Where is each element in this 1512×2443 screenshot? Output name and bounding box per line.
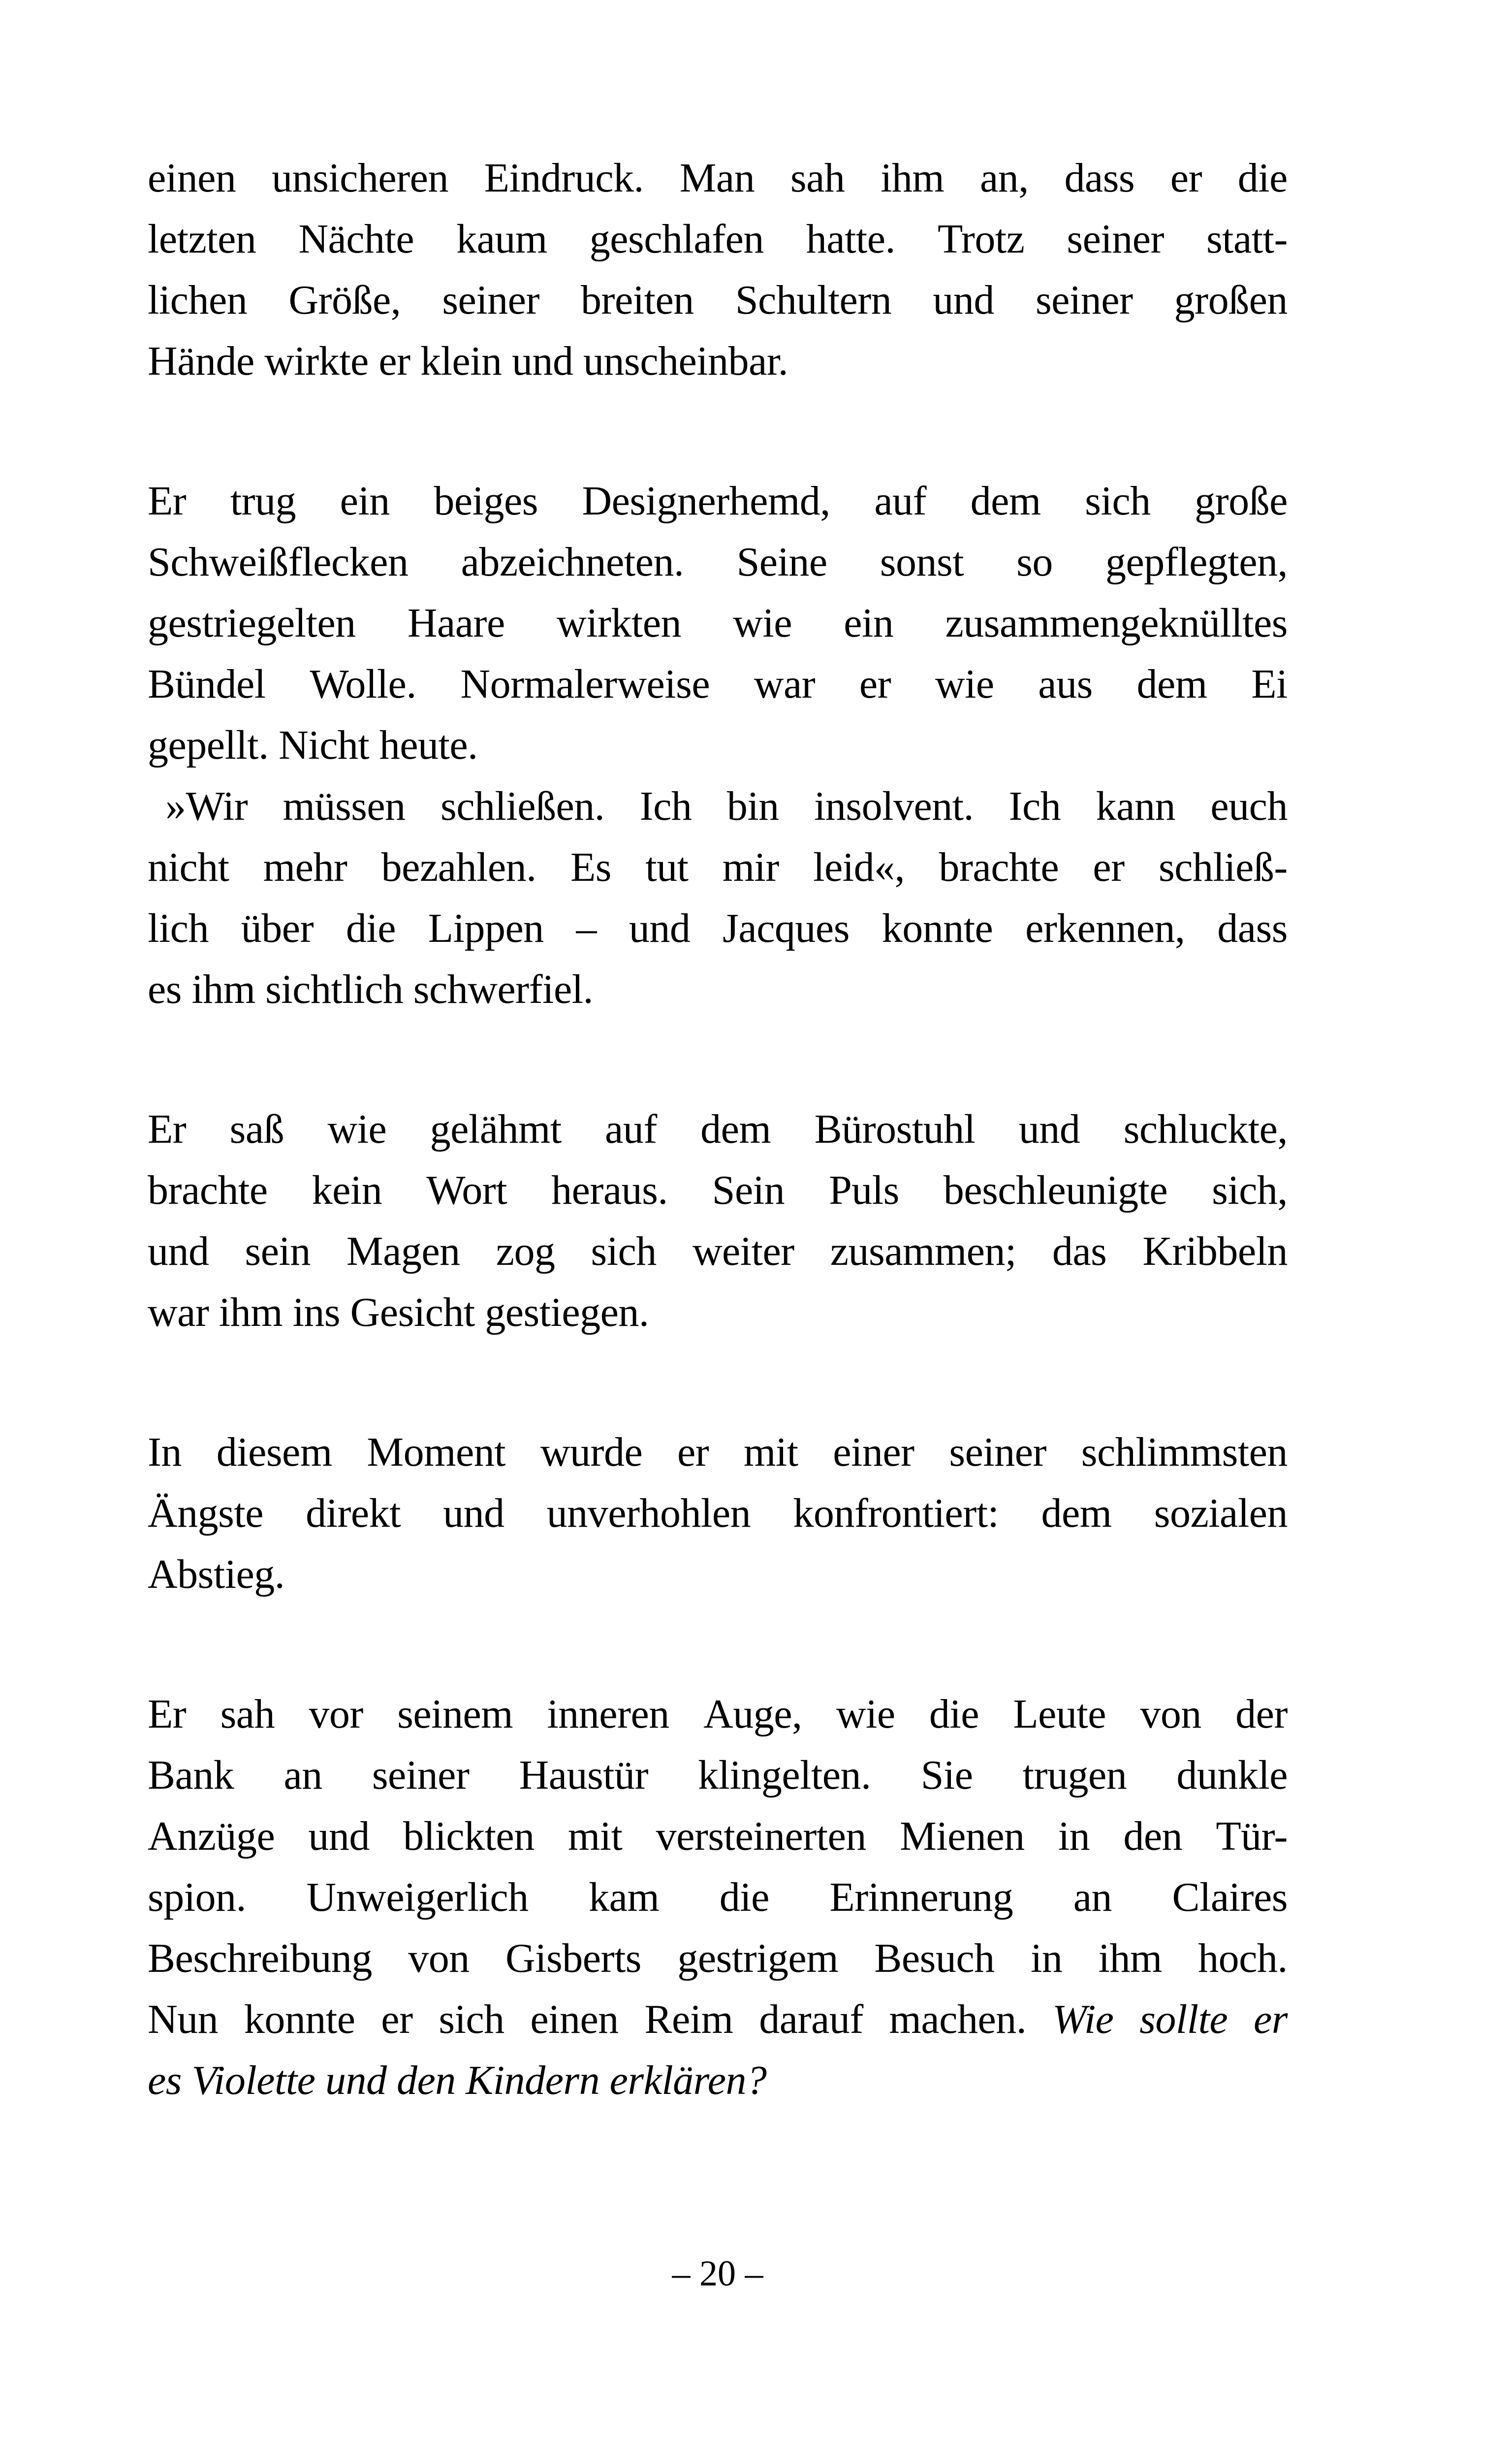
paragraph-4	[148, 1099, 1288, 1343]
text-line: Nun konnte er sich einen Reim darauf machen. Wie sollte er	[148, 1996, 1288, 2042]
text-line: einen unsicheren Eindruck. Man sah ihm an, dass er die	[148, 155, 1288, 201]
text-line: Abstieg.	[148, 1551, 285, 1597]
text-line: brachte kein Wort heraus. Sein Puls beschleunigte sich,	[148, 1167, 1288, 1213]
text-line: letzten Nächte kaum geschlafen hatte. Trotz seiner statt-	[148, 216, 1288, 262]
text-line: Beschreibung von Gisberts gestrigem Besuch in ihm hoch.	[148, 1935, 1288, 1981]
text-line: Schweißflecken abzeichneten. Seine sonst so gepflegten,	[148, 539, 1288, 585]
text-line: Er saß wie gelähmt auf dem Bürostuhl und schluckte,	[148, 1106, 1288, 1152]
text-line: spion. Unweigerlich kam die Erinnerung an Claires	[148, 1874, 1288, 1920]
text-line: es Violette und den Kindern erklären?	[148, 2057, 767, 2103]
text-line: nicht mehr bezahlen. Es tut mir leid«, brachte er schließ-	[148, 844, 1288, 890]
text-line: gestriegelten Haare wirkten wie ein zusammengeknülltes	[148, 600, 1288, 646]
text-line: Bündel Wolle. Normalerweise war er wie aus dem Ei	[148, 661, 1288, 707]
paragraph-6	[148, 1684, 1288, 2111]
paragraph-2	[148, 471, 1288, 776]
page-number: – 20 –	[672, 2253, 763, 2294]
text-line: Bank an seiner Haustür klingelten. Sie trugen dunkle	[148, 1752, 1288, 1798]
text-line: war ihm ins Gesicht gestiegen.	[148, 1289, 649, 1335]
text-line: Er sah vor seinem inneren Auge, wie die Leute von der	[148, 1691, 1288, 1737]
text-line: lichen Größe, seiner breiten Schultern und seiner großen	[148, 277, 1288, 323]
page-text	[148, 148, 1288, 2111]
text-line: Hände wirkte er klein und unscheinbar.	[148, 338, 788, 384]
paragraph-5	[148, 1422, 1288, 1605]
paragraph-3	[148, 776, 1288, 1020]
text-line: In diesem Moment wurde er mit einer seiner schlimmsten	[148, 1429, 1288, 1475]
text-line: Ängste direkt und unverhohlen konfrontiert: dem sozialen	[148, 1490, 1288, 1536]
text-line: Anzüge und blickten mit versteinerten Mienen in den Tür-	[148, 1813, 1288, 1859]
paragraph-1	[148, 148, 1288, 392]
text-line: es ihm sichtlich schwerfiel.	[148, 966, 594, 1012]
text-line: Er trug ein beiges Designerhemd, auf dem sich große	[148, 478, 1288, 524]
text-line: »Wir müssen schließen. Ich bin insolvent. Ich kann euch	[165, 783, 1288, 829]
text-line: gepellt. Nicht heute.	[148, 722, 478, 768]
text-line: lich über die Lippen – und Jacques konnte erkennen, dass	[148, 905, 1288, 951]
text-line: und sein Magen zog sich weiter zusammen; das Kribbeln	[148, 1228, 1288, 1274]
